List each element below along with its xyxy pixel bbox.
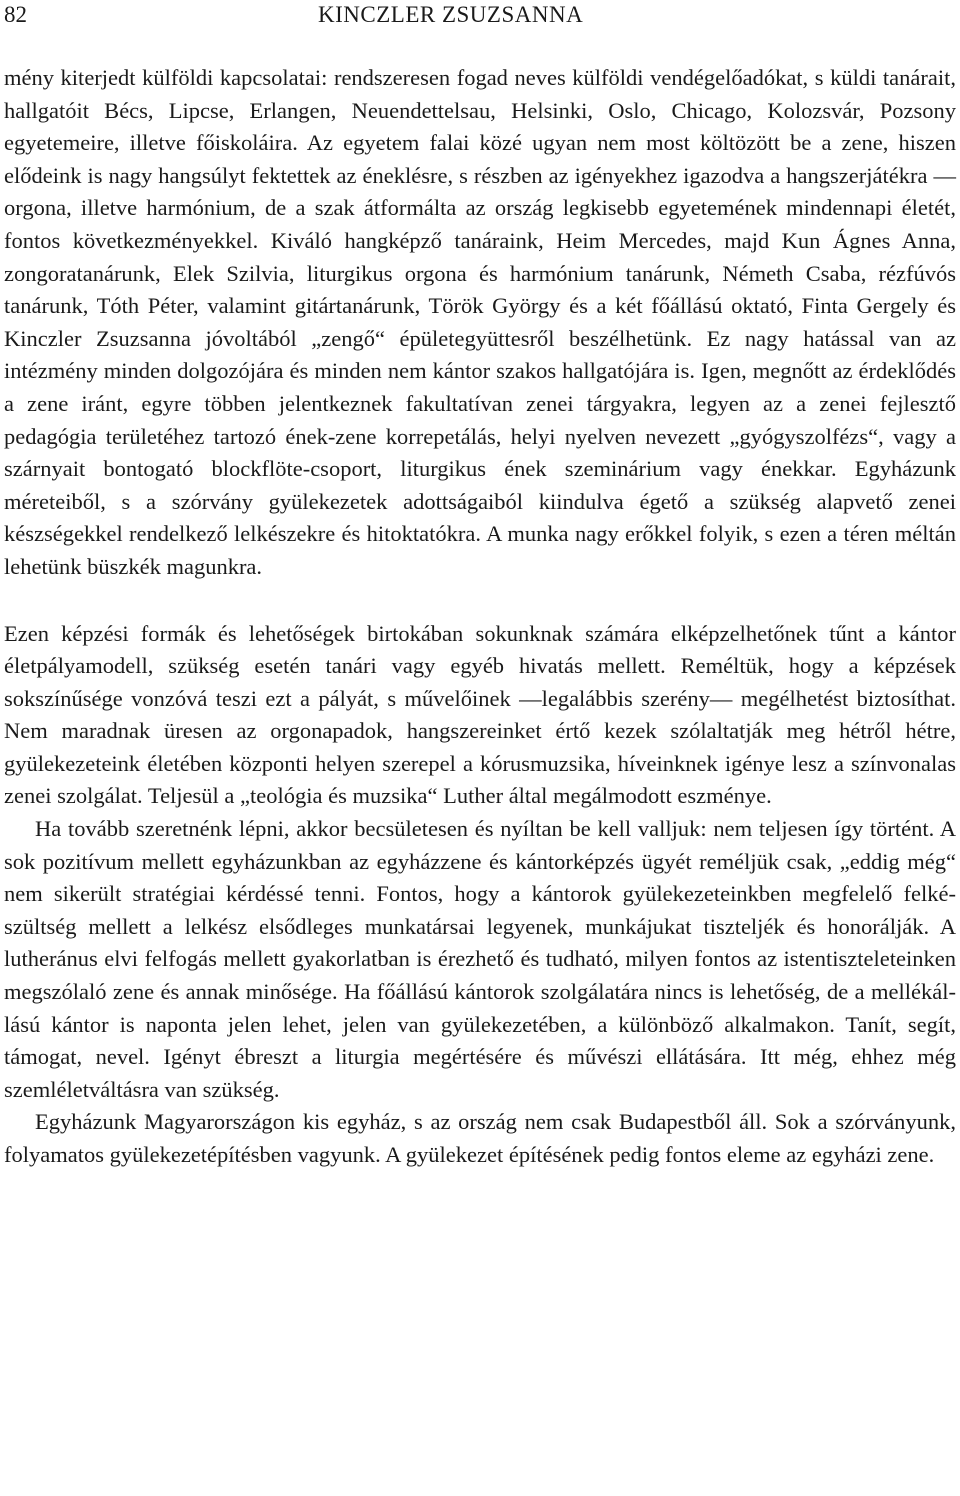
running-title: KINCZLER ZSUZSANNA [318,2,584,27]
paragraph: Ezen képzési formák és lehetőségek birtokában sokunknak számára elképzelhetőnek tűnt a kántor életpályamodell, szükség esetén tanári vagy egyéb hivatás mellett. Reméltük, hogy a képzések sokszínűsége vonzóvá teszi ezt a pályát, s művelőinek —legalábbis szerény— megélhetést biztosíthat. Nem maradnak üresen az orgonapadok, hangszereinket értő kezek szólaltatják meg hétről hétre, gyülekezeteink életében központi helyen szerepel a kórusmuzsika, híveinknek igénye lesz a színvonalas zenei szolgálat. Teljesül a „teológia és muzsika“ Luther által megálmodott eszménye. [4,620,956,809]
paragraph-continued: mény kiterjedt külföldi kapcsolatai: rendszeresen fogad neves külföldi vendégelőadókat, s küldi tanárait, hallgatóit Bécs, Lipcse, Erlangen, Neuendettelsau, Helsinki, Oslo, Chicago, Kolozsvár, Pozsony egyetemeire, illetve főiskoláira. Az egyetem falai közé ugyan nem most költözött be a zene, hiszen elődeink is nagy hangsúlyt fektettek az éneklésre, s részben az igényekhez igazodva a hangszerjátékra — orgona, illetve harmónium, de a szak átformálta az ország legkisebb egyetemének mindennapi életét, fontos következményekkel. Kiváló hangképző tanáraink, Heim Mercedes, majd Kun Ágnes Anna, zongoratanárunk, Elek Szilvia, liturgikus orgona és harmónium tanárunk, Németh Csaba, rézfúvós tanárunk, Tóth Péter, valamint gitártanárunk, Török György és a két főállású oktató, Finta Gergely és Kinczler Zsuzsanna jóvoltából „zengő“ épületegyüttesről beszélhetünk. Ez nagy hatással van az intézmény minden dolgozójára és minden nem kántor szakos hallgatójára is. Igen, megnőtt az érdeklődés a zene iránt, egyre többen jelentkeznek fakultatívan zenei tárgyakra, legyen az a zenei fejlesztő pedagógia területéhez tartozó ének-zene korrepetálás, helyi nyelven nevezett „gyógyszolfézs“, vagy a szárnyait bontogató blockflöte-csoport, liturgikus ének szeminárium vagy énekkar. Egyházunk méreteiből, s a szórvány gyülekezetek adottságaiból kiindulva égető a szükség alapvető zenei készségekkel rendelkező lelkészekre és hitoktatókra. A munka nagy erőkkel folyik, s ezen a téren méltán lehetünk büszkék magunkra. [4,65,956,579]
page-number: 82 [4,2,27,27]
paragraph: Egyházunk Magyarországon kis egyház, s az ország nem csak Budapestből áll. Sok a szórványunk, folyamatos gyülekezetépítésben vagyunk. A gyülekezet építésének pedig fontos eleme az egyházi zene. [4,1109,956,1167]
paragraph: Ha tovább szeretnénk lépni, akkor becsületesen és nyíltan be kell valljuk: nem teljesen így történt. A sok pozitívum mellett egyházunkban az egyházzene és kántorképzés ügyét reméljük csak, „eddig még“ nem sikerült stratégiai kérdéssé tenni. Fontos, hogy a kántorok gyülekezeteinkben megfelelő felkészültség mellett a lelkész elsődleges munkatársai legyenek, munkájukat tiszteljék és honorálják. A lutheránus elvi felfogás mellett gyakorlatban is érezhető és tudható, milyen fontos az istentiszteleteinken megszólaló zene és annak minősége. Ha főállású kántorok szolgálatára nincs is lehetőség, de a mellékállású kántor is naponta jelen lehet, jelen van gyülekezetében, a különböző alkalmakon. Tanít, segít, támogat, nevel. Igényt ébreszt a liturgia megértésére és művészi ellátására. Itt még, ehhez még szemléletváltásra van szükség. [4,816,956,1102]
running-header [4,0,956,30]
body-text [4,62,956,1172]
